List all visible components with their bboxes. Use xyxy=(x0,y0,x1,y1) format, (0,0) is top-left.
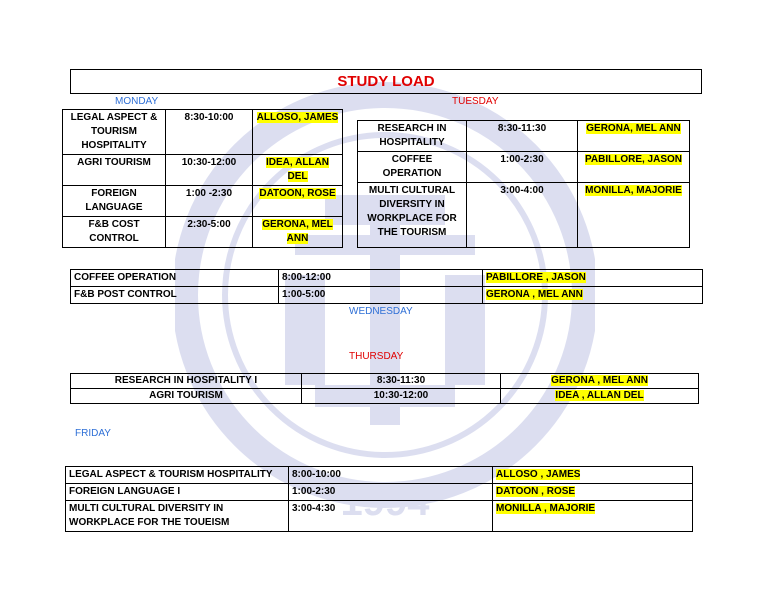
thursday-table xyxy=(70,373,699,404)
time-cell: 8:00-12:00 xyxy=(279,270,483,287)
subject-cell: LEGAL ASPECT & TOURISM HOSPITALITY xyxy=(66,467,289,484)
time-cell: 3:00-4:30 xyxy=(289,501,493,532)
tuesday-heading: TUESDAY xyxy=(452,96,499,107)
teacher-cell: ALLOSO , JAMES xyxy=(496,469,581,480)
table-row xyxy=(71,270,703,287)
subject-cell: RESEARCH IN HOSPITALITY I xyxy=(71,374,302,389)
time-cell: 8:30-10:00 xyxy=(166,110,253,155)
teacher-cell: PABILLORE , JASON xyxy=(486,272,586,283)
teacher-cell: GERONA , MEL ANN xyxy=(551,375,648,386)
table-row xyxy=(358,183,690,248)
table-row xyxy=(358,121,690,152)
table-row xyxy=(66,501,693,532)
teacher-cell: IDEA, ALLAN DEL xyxy=(266,157,329,182)
time-cell: 1:00 -2:30 xyxy=(166,186,253,217)
time-cell: 1:00-2:30 xyxy=(467,152,578,183)
tuesday-table xyxy=(357,120,690,248)
table-row xyxy=(63,186,343,217)
watermark-year: 1994 xyxy=(340,480,430,524)
subject-cell: F&B POST CONTROL xyxy=(71,287,279,304)
subject-cell: MULTI CULTURAL DIVERSITY IN WORKPLACE FOR THE TOUEISM xyxy=(66,501,289,532)
time-cell: 8:00-10:00 xyxy=(289,467,493,484)
table-row xyxy=(63,217,343,248)
subject-cell: F&B COST CONTROL xyxy=(63,217,166,248)
subject-cell: FOREIGN LANGUAGE I xyxy=(66,484,289,501)
time-cell: 10:30-12:00 xyxy=(302,389,501,404)
time-cell: 3:00-4:00 xyxy=(467,183,578,248)
teacher-cell: GERONA, MEL ANN xyxy=(262,219,333,244)
subject-cell: AGRI TOURISM xyxy=(63,155,166,186)
friday-heading: FRIDAY xyxy=(75,428,111,439)
teacher-cell: DATOON, ROSE xyxy=(259,188,336,199)
time-cell: 2:30-5:00 xyxy=(166,217,253,248)
subject-cell: MULTI CULTURAL DIVERSITY IN WORKPLACE FOR THE TOURISM xyxy=(358,183,467,248)
page-title: STUDY LOAD xyxy=(70,69,702,94)
subject-cell: AGRI TOURISM xyxy=(71,389,302,404)
wednesday-table xyxy=(70,269,703,304)
table-row xyxy=(66,467,693,484)
teacher-cell: DATOON , ROSE xyxy=(496,486,576,497)
monday-table xyxy=(62,109,343,248)
subject-cell: COFFEE OPERATION xyxy=(71,270,279,287)
time-cell: 8:30-11:30 xyxy=(302,374,501,389)
subject-cell: LEGAL ASPECT & TOURISM HOSPITALITY xyxy=(63,110,166,155)
table-row xyxy=(63,110,343,155)
teacher-cell: PABILLORE, JASON xyxy=(584,154,683,165)
wednesday-heading: WEDNESDAY xyxy=(349,306,413,317)
table-row xyxy=(71,287,703,304)
time-cell: 8:30-11:30 xyxy=(467,121,578,152)
teacher-cell: GERONA , MEL ANN xyxy=(486,289,583,300)
teacher-cell: MONILLA , MAJORIE xyxy=(496,503,596,514)
teacher-cell: GERONA, MEL ANN xyxy=(586,123,681,134)
teacher-cell: ALLOSO, JAMES xyxy=(256,112,339,123)
subject-cell: FOREIGN LANGUAGE xyxy=(63,186,166,217)
table-row xyxy=(358,152,690,183)
table-row xyxy=(71,374,699,389)
subject-cell: COFFEE OPERATION xyxy=(358,152,467,183)
table-row xyxy=(66,484,693,501)
time-cell: 1:00-5:00 xyxy=(279,287,483,304)
table-row xyxy=(71,389,699,404)
time-cell: 10:30-12:00 xyxy=(166,155,253,186)
table-row xyxy=(63,155,343,186)
teacher-cell: IDEA , ALLAN DEL xyxy=(555,390,644,401)
time-cell: 1:00-2:30 xyxy=(289,484,493,501)
thursday-heading: THURSDAY xyxy=(349,351,404,362)
teacher-cell: MONILLA, MAJORIE xyxy=(585,185,682,196)
friday-table xyxy=(65,466,693,532)
monday-heading: MONDAY xyxy=(115,96,159,107)
subject-cell: RESEARCH IN HOSPITALITY xyxy=(358,121,467,152)
